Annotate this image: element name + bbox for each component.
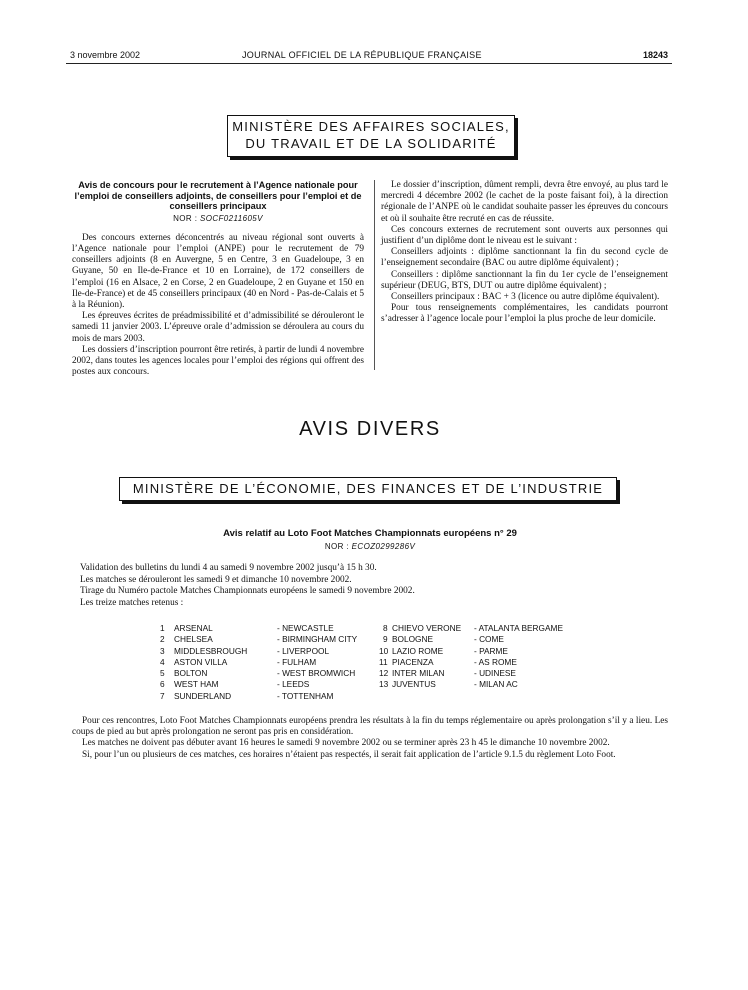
match-away: - TOTTENHAM [277, 690, 334, 701]
match-home: LAZIO ROME [392, 645, 444, 656]
match-row [152, 657, 372, 668]
match-row [375, 668, 585, 679]
loto-intro-line: Les treize matches retenus : [80, 597, 184, 608]
concours-left-paragraph: Les dossiers d’inscription pourront être retirés, à partir de lundi 4 novembre 2002, dans toutes les agences locales pour l’emploi des régions qui offrent des postes aux concours. [72, 344, 364, 378]
loto-intro-line: Validation des bulletins du lundi 4 au samedi 9 novembre 2002 jusqu’à 15 h 30. [80, 563, 377, 573]
match-away: - NEWCASTLE [277, 623, 334, 633]
match-away: - LIVERPOOL [277, 645, 330, 656]
concours-right-paragraph: Pour tous renseignements complémentaires, les candidats pourront s’adresser à l’agence locale pour l’emploi la plus proche de leur domicile. [381, 303, 668, 325]
match-away: - PARME [474, 645, 508, 656]
match-row [152, 623, 372, 634]
match-number: 3 [160, 645, 165, 656]
match-away: - ATALANTA BERGAME [474, 623, 563, 633]
header-journal-title: JOURNAL OFFICIEL DE LA RÉPUBLIQUE FRANÇAISE [242, 50, 482, 60]
match-number: 9 [383, 634, 388, 645]
match-home: WEST HAM [174, 679, 219, 690]
match-home: MIDDLESBROUGH [174, 645, 248, 656]
match-home: PIACENZA [392, 656, 434, 667]
match-number: 4 [160, 656, 165, 667]
match-number: 10 [379, 645, 389, 656]
matches-left-table [152, 623, 372, 702]
match-row [152, 634, 372, 645]
loto-closing-paragraph: Les matches ne doivent pas débuter avant 16 heures le samedi 9 novembre 2002 ou se terminer après 23 h 45 le dimanche 10 novembre 2002. [82, 738, 610, 749]
match-row [152, 679, 372, 690]
match-row [152, 646, 372, 657]
match-away: - FULHAM [277, 656, 317, 667]
match-row [375, 623, 585, 634]
ministry-social-line1: MINISTÈRE DES AFFAIRES SOCIALES, [232, 119, 510, 134]
match-home: JUVENTUS [392, 679, 436, 690]
match-home: CHIEVO VERONE [392, 623, 462, 633]
match-row [375, 646, 585, 657]
match-row [375, 634, 585, 645]
concours-right-paragraph: Conseillers adjoints : diplôme sanctionnant la fin du second cycle de l’enseignement secondaire (BAC ou autre diplôme équivalent) ; [381, 247, 668, 269]
matches-right-table [375, 623, 585, 691]
match-row [152, 668, 372, 679]
concours-nor-label: NOR : [173, 213, 198, 223]
concours-right-paragraph: Le dossier d’inscription, dûment rempli, devra être envoyé, au plus tard le mercredi 4 décembre 2002 (le cachet de la poste faisant foi), à la direction régionale de l’ANPE où le candidat souhaite passer les épreuves du concours et où il souhaite être recruté en cas de réussite. [381, 180, 668, 224]
concours-left-paragraph: Les épreuves écrites de préadmissibilité et d’admissibilité se dérouleront le samedi 11 janvier 2003. L’épreuve orale d’admission se déroulera au cours du mois de mars 2003. [72, 311, 364, 344]
match-number: 11 [379, 656, 388, 667]
ministry-social-box [227, 115, 515, 157]
loto-title: Avis relatif au Loto Foot Matches Championnats européens n° 29 [223, 528, 517, 539]
concours-right-column [381, 180, 668, 326]
match-number: 6 [160, 679, 165, 690]
concours-right-paragraph: Conseillers principaux : BAC + 3 (licence ou autre diplôme équivalent). [391, 292, 660, 303]
match-home: ASTON VILLA [174, 656, 228, 667]
match-number: 2 [160, 634, 165, 645]
loto-closing-paragraph: Si, pour l’un ou plusieurs de ces matches, ces horaires n’étaient pas respectés, il serait fait application de l’article 9.1.5 du règlement Loto Foot. [82, 749, 616, 760]
loto-closing [72, 716, 668, 761]
match-home: BOLTON [174, 668, 208, 679]
loto-nor-label: NOR : [324, 542, 350, 551]
avis-divers-heading: AVIS DIVERS [299, 418, 441, 440]
concours-nor-code: SOCF0211605V [199, 213, 263, 223]
header-rule [66, 63, 672, 64]
match-away: - LEEDS [277, 679, 310, 690]
loto-intro-line: Tirage du Numéro pactole Matches Championnats européens le samedi 9 novembre 2002. [80, 586, 415, 597]
concours-nor [72, 214, 364, 223]
concours-right-paragraph: Conseillers : diplôme sanctionnant la fin du 1er cycle de l’enseignement supérieur (DEUG, BTS, DUT ou autre diplôme équivalent) ; [381, 269, 668, 291]
match-home: INTER MILAN [392, 668, 445, 679]
match-row [375, 657, 585, 668]
match-number: 12 [379, 668, 389, 679]
header-page-number: 18243 [643, 50, 669, 60]
concours-left-paragraph: Des concours externes déconcentrés au niveau régional sont ouverts à l’Agence nationale pour l’emploi (ANPE) pour le recrutement de 79 conseillers adjoints (8 en Auvergne, 5 en Centre, 3 en Guadeloupe, 3 en Guyane, 50 en Ile-de-France et 10 en Lorraine), de 172 conseillers de l’emploi (16 en Alsace, 2 en Corse, 2 en Guadeloupe, 2 en Guyane et 150 en Ile-de-France) et de 45 conseillers principaux (40 en Nord - Pas-de-Calais et 5 à la Réunion). [72, 232, 364, 310]
match-away: - MILAN AC [474, 679, 518, 690]
concours-title: Avis de concours pour le recrutement à l’Agence nationale pour l’emploi de conseillers adjoints, de conseillers pour l’emploi et de conseillers principaux [74, 180, 362, 212]
loto-nor [0, 542, 740, 551]
ministry-social-line2: DU TRAVAIL ET DE LA SOLIDARITÉ [245, 136, 497, 151]
match-home: CHELSEA [174, 634, 213, 645]
concours-right-paragraph: Ces concours externes de recrutement sont ouverts aux personnes qui justifient d’un diplôme dont le niveau est le suivant : [381, 224, 668, 247]
loto-intro-line: Les matches se dérouleront les samedi 9 et dimanche 10 novembre 2002. [80, 574, 352, 585]
loto-intro [80, 563, 415, 609]
match-away: - UDINESE [474, 668, 516, 679]
match-number: 5 [160, 668, 165, 679]
match-number: 8 [383, 623, 388, 633]
match-away: - WEST BROMWICH [277, 668, 356, 679]
match-row [152, 691, 372, 702]
ministry-economy-title: MINISTÈRE DE L’ÉCONOMIE, DES FINANCES ET DE L’INDUSTRIE [132, 481, 604, 496]
header-date: 3 novembre 2002 [70, 50, 141, 60]
match-number: 1 [160, 623, 165, 633]
loto-nor-code: ECOZ0299286V [351, 542, 416, 551]
match-away: - COME [474, 634, 504, 645]
loto-closing-paragraph: Pour ces rencontres, Loto Foot Matches Championnats européens prendra les résultats à la fin du temps réglementaire ou après prolongation s’il y a lieu. Les coups de pied au but après prolongation ne seront pas pris en considération. [72, 716, 668, 738]
match-home: ARSENAL [174, 623, 213, 633]
match-home: BOLOGNE [392, 634, 434, 645]
match-number: 7 [160, 690, 165, 701]
match-number: 13 [379, 679, 389, 690]
ministry-economy-box [119, 477, 617, 501]
concours-left-column [72, 180, 364, 378]
match-away: - AS ROME [474, 656, 517, 667]
match-away: - BIRMINGHAM CITY [277, 634, 358, 645]
match-home: SUNDERLAND [174, 690, 232, 701]
column-divider [374, 180, 375, 370]
match-row [375, 679, 585, 690]
